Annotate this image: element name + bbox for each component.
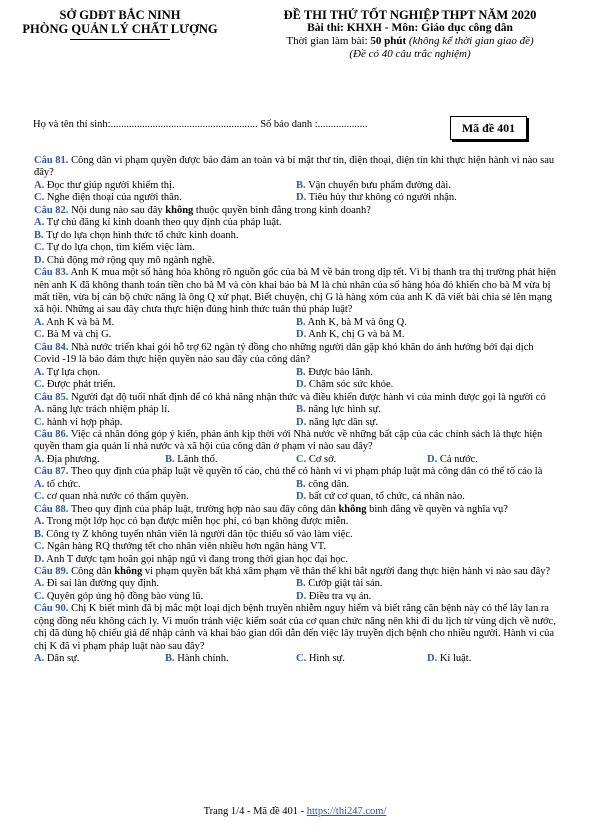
- option-letter: D.: [427, 453, 438, 465]
- options-row: [34, 180, 558, 192]
- answer-option[interactable]: [34, 541, 558, 553]
- option-text: Bà M và chị G.: [44, 329, 112, 341]
- option-letter: A.: [34, 478, 45, 490]
- option-text: Anh K và bà M.: [44, 316, 115, 328]
- question-number: Câu 83.: [34, 267, 69, 279]
- answer-option[interactable]: [34, 491, 296, 503]
- answer-option[interactable]: [296, 329, 558, 341]
- answer-option[interactable]: [296, 317, 558, 329]
- question-number: Câu 89.: [34, 565, 69, 577]
- answer-option[interactable]: [296, 417, 558, 429]
- option-text: Kỉ luật.: [437, 653, 472, 665]
- question-block: [34, 504, 558, 566]
- option-letter: A.: [34, 578, 45, 590]
- option-text: Công ty Z không tuyển nhân viên là người dân tộc thiểu số vào làm việc.: [43, 528, 353, 540]
- option-text: Tự lựa chọn.: [44, 366, 101, 378]
- answer-option[interactable]: [296, 578, 558, 590]
- question-block: [34, 566, 558, 603]
- options-row: [34, 192, 558, 204]
- answer-option[interactable]: [296, 180, 558, 192]
- option-letter: D.: [296, 379, 307, 391]
- duration-note: (không kể thời gian giao đề): [406, 35, 534, 47]
- question-text: Công dân: [68, 565, 115, 577]
- options-row: [34, 417, 558, 429]
- emphasis-text: không: [338, 503, 367, 515]
- option-letter: D.: [427, 653, 438, 665]
- exam-duration: [240, 35, 580, 48]
- question-stem: [34, 155, 558, 180]
- option-text: Anh K, chị G và bà M.: [306, 329, 405, 341]
- option-text: Vận chuyển bưu phẩm đường dài.: [305, 179, 451, 191]
- question-stem: [34, 267, 558, 317]
- question-text: Chị K biết mình đã bị mắc một loại dịch bệnh truyền nhiễm nguy hiểm và biết rằng căn bệnh này có thể lây lan ra cộng đồng nếu không cách ly. Vì muốn tránh việc kiểm soát của cơ quan chức năng nên khi đi du lịch từ vùng dịch về nước, chị đã dùng hộ chiếu giả để nhập cảnh và khai báo gian dối dẫn đến việc lây truyền dịch bệnh cho nhiều người. Hành vi của chị K đã vi phạm pháp luật nào sau đây?: [34, 603, 556, 652]
- option-text: Hình sự.: [306, 653, 345, 665]
- option-text: Ngân hàng RQ thưởng tết cho nhân viên nhiều hơn ngân hàng VT.: [44, 541, 326, 553]
- options-row: [34, 317, 558, 329]
- answer-option[interactable]: [296, 653, 427, 665]
- question-stem: [34, 342, 558, 367]
- page-footer: [0, 806, 590, 817]
- option-text: Được bảo lãnh.: [305, 366, 373, 378]
- option-letter: B.: [165, 653, 175, 665]
- option-letter: C.: [34, 541, 45, 553]
- option-text: tổ chức.: [44, 478, 81, 490]
- option-letter: B.: [296, 404, 306, 416]
- question-block: [34, 429, 558, 466]
- option-letter: D.: [34, 254, 45, 266]
- question-count-note: (Đề có 40 câu trắc nghiệm): [349, 48, 471, 60]
- question-stem: [34, 466, 558, 478]
- question-text: Anh K mua một số hàng hóa không rõ nguồn gốc của bà M về bán trong dịp tết. Vì bị thanh tra thị trường phát hiện nên anh K đã không thanh toán tiền cho bà M và còn khai báo bà M là chủ nhân của số hàng hóa đó khiến cho bà M vừa bị mất tiền, vừa bị cán bộ chức năng là ông Q xử phạt. Biết chuyện, chị G là hàng xóm của anh K đã viết bài chia sẻ lên mạng xã hội. Những ai sau đây chưa thực hiện đúng hình thức tuân thủ pháp luật?: [34, 267, 556, 316]
- answer-option[interactable]: [34, 242, 558, 254]
- options-row: [34, 591, 558, 603]
- option-letter: B.: [296, 179, 306, 191]
- question-block: [34, 342, 558, 392]
- exam-info-block: [240, 8, 580, 61]
- option-text: Tiêu hủy thư không có người nhận.: [306, 192, 457, 204]
- answer-option[interactable]: [34, 317, 296, 329]
- option-letter: B.: [34, 229, 44, 241]
- option-letter: D.: [296, 590, 307, 602]
- option-letter: A.: [34, 404, 45, 416]
- answer-option[interactable]: [427, 454, 558, 466]
- question-number: Câu 84.: [34, 341, 69, 353]
- option-text: Tự do lựa chọn, tìm kiếm việc làm.: [44, 242, 195, 254]
- answer-option[interactable]: [34, 653, 165, 665]
- question-number: Câu 82.: [34, 204, 69, 216]
- question-text: Nội dung nào sau đây: [68, 204, 166, 216]
- question-stem: [34, 392, 558, 404]
- option-letter: D.: [296, 192, 307, 204]
- options-row: [34, 653, 558, 665]
- option-letter: A.: [34, 179, 45, 191]
- question-stem: [34, 429, 558, 454]
- option-text: Tự chủ đăng kí kinh doanh theo quy định của pháp luật.: [44, 217, 282, 229]
- option-text: Cơ sở.: [306, 453, 337, 465]
- question-number: Câu 90.: [34, 603, 69, 615]
- options-row: [34, 367, 558, 379]
- option-text: Dân sự.: [44, 653, 80, 665]
- answer-option[interactable]: [34, 529, 558, 541]
- question-block: [34, 155, 558, 205]
- option-letter: B.: [165, 453, 175, 465]
- answer-option[interactable]: [34, 255, 558, 267]
- answer-option[interactable]: [427, 653, 558, 665]
- option-letter: C.: [34, 379, 45, 391]
- answer-option[interactable]: [296, 454, 427, 466]
- answer-option[interactable]: [296, 479, 558, 491]
- office-name: PHÒNG QUẢN LÝ CHẤT LƯỢNG: [22, 22, 218, 36]
- question-block: [34, 267, 558, 342]
- footer-link[interactable]: https://thi247.com/: [306, 806, 387, 817]
- option-letter: A.: [34, 217, 45, 229]
- option-text: Đi sai làn đường quy định.: [44, 578, 159, 590]
- exam-code-box: Mã đề 401: [450, 116, 527, 140]
- answer-option[interactable]: [34, 578, 296, 590]
- answer-option[interactable]: [34, 479, 296, 491]
- question-text: bình đẳng về quyền và nghĩa vụ?: [366, 503, 508, 515]
- answer-option[interactable]: [34, 404, 296, 416]
- option-text: Lãnh thổ.: [174, 453, 218, 465]
- option-letter: B.: [296, 366, 306, 378]
- option-text: Cả nước.: [437, 453, 478, 465]
- option-letter: A.: [34, 516, 45, 528]
- question-block: [34, 392, 558, 429]
- department-name: SỞ GDĐT BẮC NINH: [59, 8, 181, 22]
- option-letter: A.: [34, 453, 45, 465]
- answer-option[interactable]: [34, 217, 558, 229]
- options-row: [34, 379, 558, 391]
- question-stem: [34, 603, 558, 653]
- question-number: Câu 85.: [34, 391, 69, 403]
- exam-title: ĐỀ THI THỬ TỐT NGHIỆP THPT NĂM 2020: [283, 8, 537, 22]
- option-letter: C.: [34, 416, 45, 428]
- question-text: vi phạm quyền bất khả xâm phạm về thân thể khi bắt người đang thực hiện hành vi nào sau đây?: [142, 565, 551, 577]
- option-letter: A.: [34, 653, 45, 665]
- answer-option[interactable]: [296, 491, 558, 503]
- options-row: [34, 404, 558, 416]
- option-text: Đọc thư giúp người khiếm thị.: [44, 179, 175, 191]
- option-letter: D.: [296, 329, 307, 341]
- issuer-block: [20, 8, 220, 40]
- options-row: [34, 479, 558, 491]
- option-text: Được phát triển.: [44, 379, 116, 391]
- header-underline: [70, 39, 170, 40]
- option-letter: D.: [296, 491, 307, 503]
- question-list: [34, 155, 558, 666]
- question-stem: [34, 205, 558, 217]
- option-text: công dân.: [305, 478, 350, 490]
- option-letter: C.: [296, 653, 307, 665]
- question-number: Câu 86.: [34, 428, 69, 440]
- option-text: Chủ động mở rộng quy mô ngành nghề.: [44, 254, 215, 266]
- question-stem: [34, 504, 558, 516]
- answer-option[interactable]: [34, 591, 296, 603]
- option-text: Địa phương.: [44, 453, 100, 465]
- question-text: Người đạt độ tuổi nhất định để có khả năng nhận thức và điều khiển được hành vi của mình được gọi là người có: [68, 391, 546, 403]
- question-number: Câu 87.: [34, 466, 69, 478]
- answer-option[interactable]: [296, 404, 558, 416]
- emphasis-text: không: [165, 204, 194, 216]
- answer-option[interactable]: [296, 591, 558, 603]
- answer-option[interactable]: [34, 417, 296, 429]
- options-row: [34, 578, 558, 590]
- option-text: Cướp giật tài sản.: [305, 578, 383, 590]
- option-letter: C.: [34, 329, 45, 341]
- answer-option[interactable]: [296, 192, 558, 204]
- option-letter: C.: [34, 590, 45, 602]
- duration-value: 50 phút: [370, 35, 407, 47]
- answer-option[interactable]: [34, 329, 296, 341]
- option-text: Quyên góp ủng hộ đồng bào vùng lũ.: [44, 590, 204, 602]
- option-text: Điều tra vụ án.: [306, 590, 372, 602]
- options-row: [34, 329, 558, 341]
- question-text: Theo quy định của pháp luật về quyền tố cáo, chủ thể có hành vi vi phạm pháp luật mà công dân có thể tố cáo là: [68, 466, 543, 478]
- exam-subject: Bài thi: KHXH - Môn: Giáo dục công dân: [307, 22, 513, 34]
- question-text: Nhà nước triển khai gói hỗ trợ 62 ngàn tỷ đồng cho những người dân gặp khó khăn do ảnh hưởng bởi đại dịch Covid -19 là bảo đảm thực hiện quyền nào sau đây của công dân?: [34, 341, 534, 366]
- footer-text: Trang 1/4 - Mã đề 401 -: [203, 806, 307, 817]
- options-row: [34, 491, 558, 503]
- option-letter: B.: [296, 316, 306, 328]
- student-info-line: Họ và tên thí sinh:........................................................ Số báo danh :...................: [33, 119, 368, 130]
- option-text: Trong một lớp học có bạn được miễn học phí, có bạn không được miễn.: [44, 516, 349, 528]
- question-text: Công dân vi phạm quyền được bảo đảm an toàn và bí mật thư tín, điện thoại, điện tín khi thực hiện hành vi nào sau đây?: [34, 155, 555, 179]
- option-text: Tự do lựa chọn hình thức tổ chức kinh doanh.: [43, 229, 239, 241]
- answer-option[interactable]: [34, 180, 296, 192]
- emphasis-text: không: [114, 565, 143, 577]
- answer-option[interactable]: [34, 192, 296, 204]
- answer-option[interactable]: [296, 367, 558, 379]
- option-letter: A.: [34, 316, 45, 328]
- answer-option[interactable]: [34, 516, 558, 528]
- answer-option[interactable]: [34, 230, 558, 242]
- option-text: Anh K, bà M và ông Q.: [305, 316, 407, 328]
- question-number: Câu 81.: [34, 155, 69, 166]
- option-text: năng lực hình sự.: [305, 404, 381, 416]
- answer-option[interactable]: [165, 653, 296, 665]
- option-text: năng lực dân sự.: [306, 416, 378, 428]
- option-text: năng lực trách nhiệm pháp lí.: [44, 404, 170, 416]
- option-letter: B.: [296, 478, 306, 490]
- option-letter: D.: [296, 416, 307, 428]
- answer-option[interactable]: [165, 454, 296, 466]
- question-text: Theo quy định của pháp luật, trường hợp nào sau đây công dân: [68, 503, 339, 515]
- options-row: [34, 454, 558, 466]
- question-block: [34, 603, 558, 665]
- option-text: Chăm sóc sức khỏe.: [306, 379, 394, 391]
- question-text: thuộc quyền bình đẳng trong kinh doanh?: [193, 204, 371, 216]
- option-text: cơ quan nhà nước có thẩm quyền.: [44, 491, 189, 503]
- option-text: hành vi hợp pháp.: [44, 416, 123, 428]
- answer-option[interactable]: [34, 454, 165, 466]
- option-letter: C.: [34, 192, 45, 204]
- option-letter: C.: [296, 453, 307, 465]
- answer-option[interactable]: [34, 379, 296, 391]
- option-letter: C.: [34, 242, 45, 254]
- option-letter: D.: [34, 553, 45, 565]
- option-letter: A.: [34, 366, 45, 378]
- duration-prefix: Thời gian làm bài:: [286, 35, 371, 47]
- question-block: [34, 466, 558, 503]
- option-text: Anh T được tạm hoãn gọi nhập ngũ vì đang trong thời gian học đại học.: [44, 553, 348, 565]
- answer-option[interactable]: [34, 367, 296, 379]
- option-letter: B.: [296, 578, 306, 590]
- question-number: Câu 88.: [34, 503, 69, 515]
- option-letter: C.: [34, 491, 45, 503]
- option-letter: B.: [34, 528, 44, 540]
- option-text: bất cứ cơ quan, tổ chức, cá nhân nào.: [306, 491, 465, 503]
- question-stem: [34, 566, 558, 578]
- question-text: Việc cá nhân đóng góp ý kiến, phản ánh kịp thời với Nhà nước về những bất cập của các chính sách là thực hiện quyền tham gia quản lí nhà nước và xã hội của công dân ở phạm vi nào sau đây?: [34, 428, 543, 453]
- answer-option[interactable]: [34, 554, 558, 566]
- answer-option[interactable]: [296, 379, 558, 391]
- question-block: [34, 205, 558, 267]
- option-text: Hành chính.: [174, 653, 229, 665]
- option-text: Nghe điện thoại của người thân.: [44, 192, 182, 204]
